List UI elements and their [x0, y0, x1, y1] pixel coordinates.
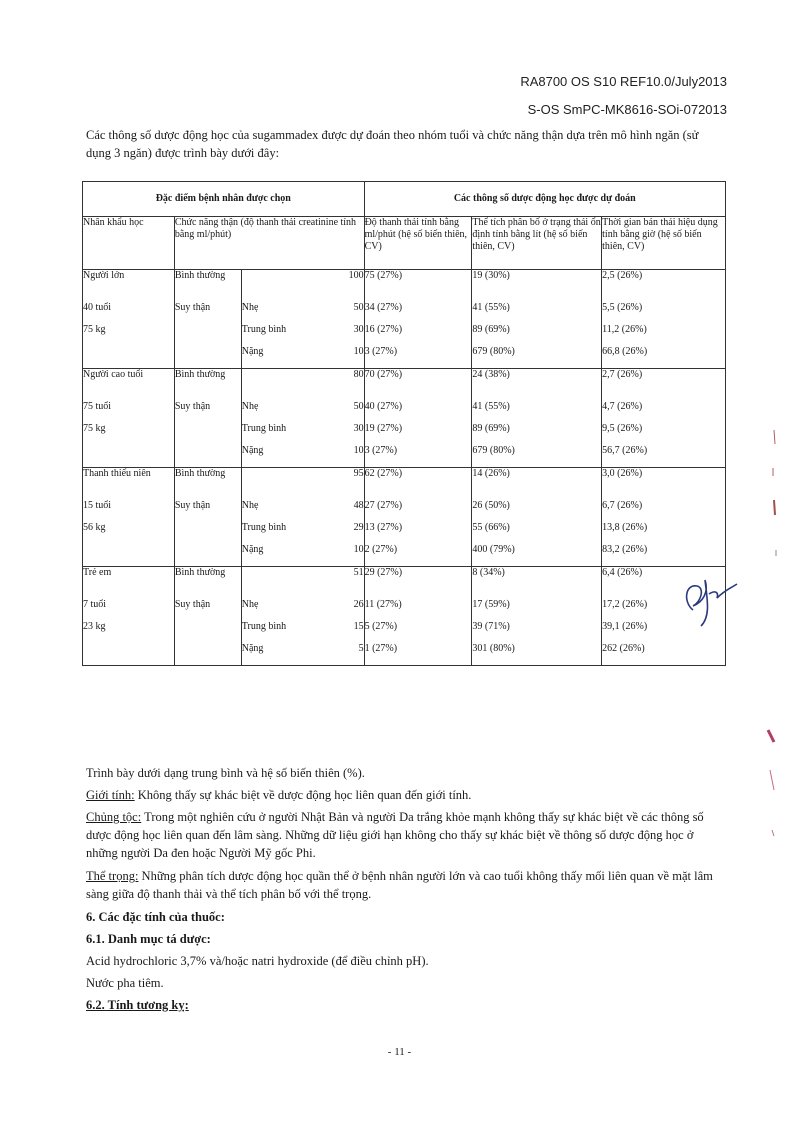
- clearance-value: 40 (27%): [364, 401, 403, 412]
- demographic-age: 40 tuổi: [83, 302, 112, 313]
- half-life-cell: [602, 270, 726, 369]
- severity-crcl-cell: [241, 567, 364, 666]
- severity-row: [242, 423, 364, 445]
- renal-impaired-label: Suy thận: [174, 401, 211, 412]
- severity-row: [242, 302, 364, 324]
- clearance-value: 19 (27%): [364, 423, 403, 434]
- doc-reference-line2: S-OS SmPC-MK8616-SOi-072013: [527, 102, 727, 117]
- clearance-value: 13 (27%): [364, 522, 403, 533]
- severity-row: [242, 401, 364, 423]
- summary-note: Trình bày dưới dạng trung bình và hệ số biến thiên (%).: [86, 766, 365, 780]
- demographics-cell: [83, 468, 175, 567]
- clearance-normal: 29 (27%): [364, 567, 403, 578]
- severity-label: Nặng: [241, 346, 264, 357]
- severity-label: Nặng: [241, 445, 264, 456]
- severity-row: [242, 346, 364, 368]
- section-6-1-heading: 6.1. Danh mục tá dược:: [86, 932, 211, 946]
- col-volume: Thể tích phân bố ở trạng thái ổn định tính bằng lít (hệ số biến thiên, CV): [472, 217, 602, 270]
- clearance-value: 27 (27%): [364, 500, 403, 511]
- demographic-group: Trẻ em: [83, 567, 112, 578]
- table-head-patient: Đặc điểm bệnh nhân được chọn: [83, 182, 365, 217]
- crcl-value: 48: [353, 500, 364, 511]
- clearance-value: 11 (27%): [364, 599, 402, 610]
- demographic-group: Người cao tuổi: [83, 369, 144, 380]
- half-life-value: 13,8 (26%): [602, 522, 648, 533]
- half-life-normal: 2,5 (26%): [602, 270, 643, 281]
- renal-normal-label: Bình thường: [174, 369, 226, 380]
- severity-row: [242, 324, 364, 346]
- demographic-weight: 23 kg: [83, 621, 106, 632]
- crcl-value: 29: [353, 522, 364, 533]
- volume-cell: [472, 468, 602, 567]
- severity-row: [242, 544, 364, 566]
- volume-cell: [472, 567, 602, 666]
- half-life-value: 39,1 (26%): [602, 621, 648, 632]
- severity-label: Nhẹ: [241, 401, 259, 412]
- renal-status-cell: [174, 270, 241, 369]
- crcl-value: 10: [353, 445, 364, 456]
- weight-text: Những phân tích dược động học quần thể ở bệnh nhân người lớn và cao tuổi không thấy mối liên quan về mặt lâm sàng giữa độ thanh thải và thể tích phân bố với thể trọng.: [86, 869, 713, 901]
- crcl-value: 10: [353, 544, 364, 555]
- col-renal-function: Chức năng thận (độ thanh thải creatinine tính bằng ml/phút): [174, 217, 364, 270]
- renal-normal-label: Bình thường: [174, 270, 226, 281]
- demographic-weight: 56 kg: [83, 522, 106, 533]
- severity-crcl-cell: [241, 369, 364, 468]
- volume-value: 41 (55%): [472, 302, 510, 313]
- doc-reference-line1: RA8700 OS S10 REF10.0/July2013: [520, 74, 727, 89]
- page-number: - 11 -: [387, 1046, 412, 1058]
- severity-label: Trung bình: [241, 423, 287, 434]
- severity-label: Nhẹ: [241, 599, 259, 610]
- clearance-normal: 62 (27%): [364, 468, 403, 479]
- volume-cell: [472, 270, 602, 369]
- clearance-normal: 70 (27%): [364, 369, 403, 380]
- half-life-value: 6,7 (26%): [602, 500, 643, 511]
- demographic-weight: 75 kg: [83, 324, 106, 335]
- crcl-normal: 51: [353, 567, 364, 578]
- demographics-cell: [83, 567, 175, 666]
- crcl-value: 50: [353, 401, 364, 412]
- severity-label: Trung bình: [241, 522, 287, 533]
- demographics-cell: [83, 369, 175, 468]
- table-group-row: [83, 567, 726, 666]
- half-life-value: 56,7 (26%): [602, 445, 648, 456]
- scan-edge-marks: [760, 420, 790, 840]
- renal-status-cell: [174, 468, 241, 567]
- demographic-age: 15 tuổi: [83, 500, 112, 511]
- clearance-value: 3 (27%): [364, 346, 398, 357]
- excipient-2: Nước pha tiêm.: [86, 976, 164, 990]
- sex-text: Không thấy sự khác biệt về dược động học liên quan đến giới tính.: [134, 788, 472, 802]
- crcl-value: 15: [353, 621, 364, 632]
- weight-note: [86, 867, 726, 903]
- volume-normal: 19 (30%): [472, 270, 510, 281]
- pk-parameters-table: [82, 181, 726, 666]
- excipient-1: Acid hydrochloric 3,7% và/hoặc natri hydroxide (để điều chỉnh pH).: [86, 954, 429, 968]
- crcl-value: 50: [353, 302, 364, 313]
- severity-label: Trung bình: [241, 324, 287, 335]
- demographic-group: Người lớn: [83, 270, 125, 281]
- renal-impaired-label: Suy thận: [174, 302, 211, 313]
- severity-row: [242, 599, 364, 621]
- volume-normal: 8 (34%): [472, 567, 505, 578]
- severity-row: [242, 522, 364, 544]
- half-life-value: 11,2 (26%): [602, 324, 647, 335]
- crcl-normal: 95: [353, 468, 364, 479]
- crcl-value: 30: [353, 324, 364, 335]
- demographics-cell: [83, 270, 175, 369]
- race-text: Trong một nghiên cứu ở người Nhật Bản và người Da trắng khỏe mạnh không thấy sự khác biệt về các thông số dược động học liên quan đến lâm sàng. Những dữ liệu giới hạn không cho thấy sự khác biệt về thông số dược động học ở những người Da đen hoặc Người Mỹ gốc Phi.: [86, 810, 704, 860]
- volume-value: 679 (80%): [472, 346, 515, 357]
- severity-row: [242, 445, 364, 467]
- clearance-cell: [364, 369, 472, 468]
- half-life-value: 4,7 (26%): [602, 401, 643, 412]
- crcl-value: 26: [353, 599, 364, 610]
- crcl-value: 30: [353, 423, 364, 434]
- demographic-age: 7 tuổi: [83, 599, 107, 610]
- demographic-weight: 75 kg: [83, 423, 106, 434]
- clearance-cell: [364, 567, 472, 666]
- half-life-value: 83,2 (26%): [602, 544, 648, 555]
- half-life-value: 262 (26%): [602, 643, 645, 654]
- severity-row: [242, 621, 364, 643]
- volume-value: 400 (79%): [472, 544, 515, 555]
- half-life-normal: 6,4 (26%): [602, 567, 643, 578]
- sex-label: Giới tính:: [86, 788, 135, 802]
- clearance-value: 2 (27%): [364, 544, 398, 555]
- volume-normal: 24 (38%): [472, 369, 510, 380]
- severity-label: Trung bình: [241, 621, 287, 632]
- half-life-cell: [602, 369, 726, 468]
- severity-crcl-cell: [241, 270, 364, 369]
- half-life-normal: 2,7 (26%): [602, 369, 643, 380]
- renal-impaired-label: Suy thận: [174, 500, 211, 511]
- volume-value: 41 (55%): [472, 401, 510, 412]
- renal-status-cell: [174, 369, 241, 468]
- col-demographics: Nhân khẩu học: [83, 217, 175, 270]
- renal-normal-label: Bình thường: [174, 468, 226, 479]
- clearance-value: 3 (27%): [364, 445, 398, 456]
- volume-value: 55 (66%): [472, 522, 510, 533]
- col-half-life: Thời gian bán thải hiệu dụng tính bằng giờ (hệ số biến thiên, CV): [602, 217, 726, 270]
- severity-label: Nặng: [241, 643, 264, 654]
- renal-normal-label: Bình thường: [174, 567, 226, 578]
- crcl-value: 5: [358, 643, 364, 654]
- clearance-value: 1 (27%): [364, 643, 398, 654]
- clearance-normal: 75 (27%): [364, 270, 403, 281]
- volume-value: 17 (59%): [472, 599, 510, 610]
- handwritten-signature: [675, 572, 745, 632]
- table-group-row: [83, 270, 726, 369]
- half-life-value: 5,5 (26%): [602, 302, 643, 313]
- severity-row: [242, 643, 364, 665]
- volume-value: 679 (80%): [472, 445, 515, 456]
- volume-value: 301 (80%): [472, 643, 515, 654]
- sex-note: [86, 786, 726, 804]
- half-life-value: 17,2 (26%): [602, 599, 648, 610]
- half-life-normal: 3,0 (26%): [602, 468, 643, 479]
- volume-value: 26 (50%): [472, 500, 510, 511]
- renal-status-cell: [174, 567, 241, 666]
- race-note: [86, 808, 726, 862]
- severity-row: [242, 500, 364, 522]
- volume-value: 89 (69%): [472, 423, 510, 434]
- clearance-value: 5 (27%): [364, 621, 398, 632]
- table-group-row: [83, 468, 726, 567]
- half-life-value: 66,8 (26%): [602, 346, 648, 357]
- clearance-cell: [364, 468, 472, 567]
- severity-crcl-cell: [241, 468, 364, 567]
- demographic-group: Thanh thiếu niên: [83, 468, 151, 479]
- half-life-cell: [602, 468, 726, 567]
- weight-label: Thể trọng:: [86, 869, 139, 883]
- crcl-normal: 80: [353, 369, 364, 380]
- demographic-age: 75 tuổi: [83, 401, 112, 412]
- volume-cell: [472, 369, 602, 468]
- half-life-value: 9,5 (26%): [602, 423, 643, 434]
- renal-impaired-label: Suy thận: [174, 599, 211, 610]
- col-clearance: Độ thanh thải tính bằng ml/phút (hệ số biến thiên, CV): [364, 217, 472, 270]
- crcl-value: 10: [353, 346, 364, 357]
- severity-label: Nhẹ: [241, 500, 259, 511]
- clearance-value: 16 (27%): [364, 324, 403, 335]
- volume-normal: 14 (26%): [472, 468, 510, 479]
- table-group-row: [83, 369, 726, 468]
- clearance-value: 34 (27%): [364, 302, 403, 313]
- table-head-pk: Các thông số dược động học được dự đoán: [364, 182, 725, 217]
- clearance-cell: [364, 270, 472, 369]
- crcl-normal: 100: [348, 270, 364, 281]
- volume-value: 89 (69%): [472, 324, 510, 335]
- section-6-2-heading: 6.2. Tính tương kỵ:: [86, 998, 189, 1012]
- intro-paragraph: Các thông số dược động học của sugammadex được dự đoán theo nhóm tuổi và chức năng thận dựa trên mô hình ngăn (sử dụng 3 ngăn) được trình bày dưới đây:: [86, 128, 699, 160]
- section-6-heading: 6. Các đặc tính của thuốc:: [86, 910, 225, 924]
- race-label: Chủng tộc:: [86, 810, 142, 824]
- volume-value: 39 (71%): [472, 621, 510, 632]
- severity-label: Nặng: [241, 544, 264, 555]
- severity-label: Nhẹ: [241, 302, 259, 313]
